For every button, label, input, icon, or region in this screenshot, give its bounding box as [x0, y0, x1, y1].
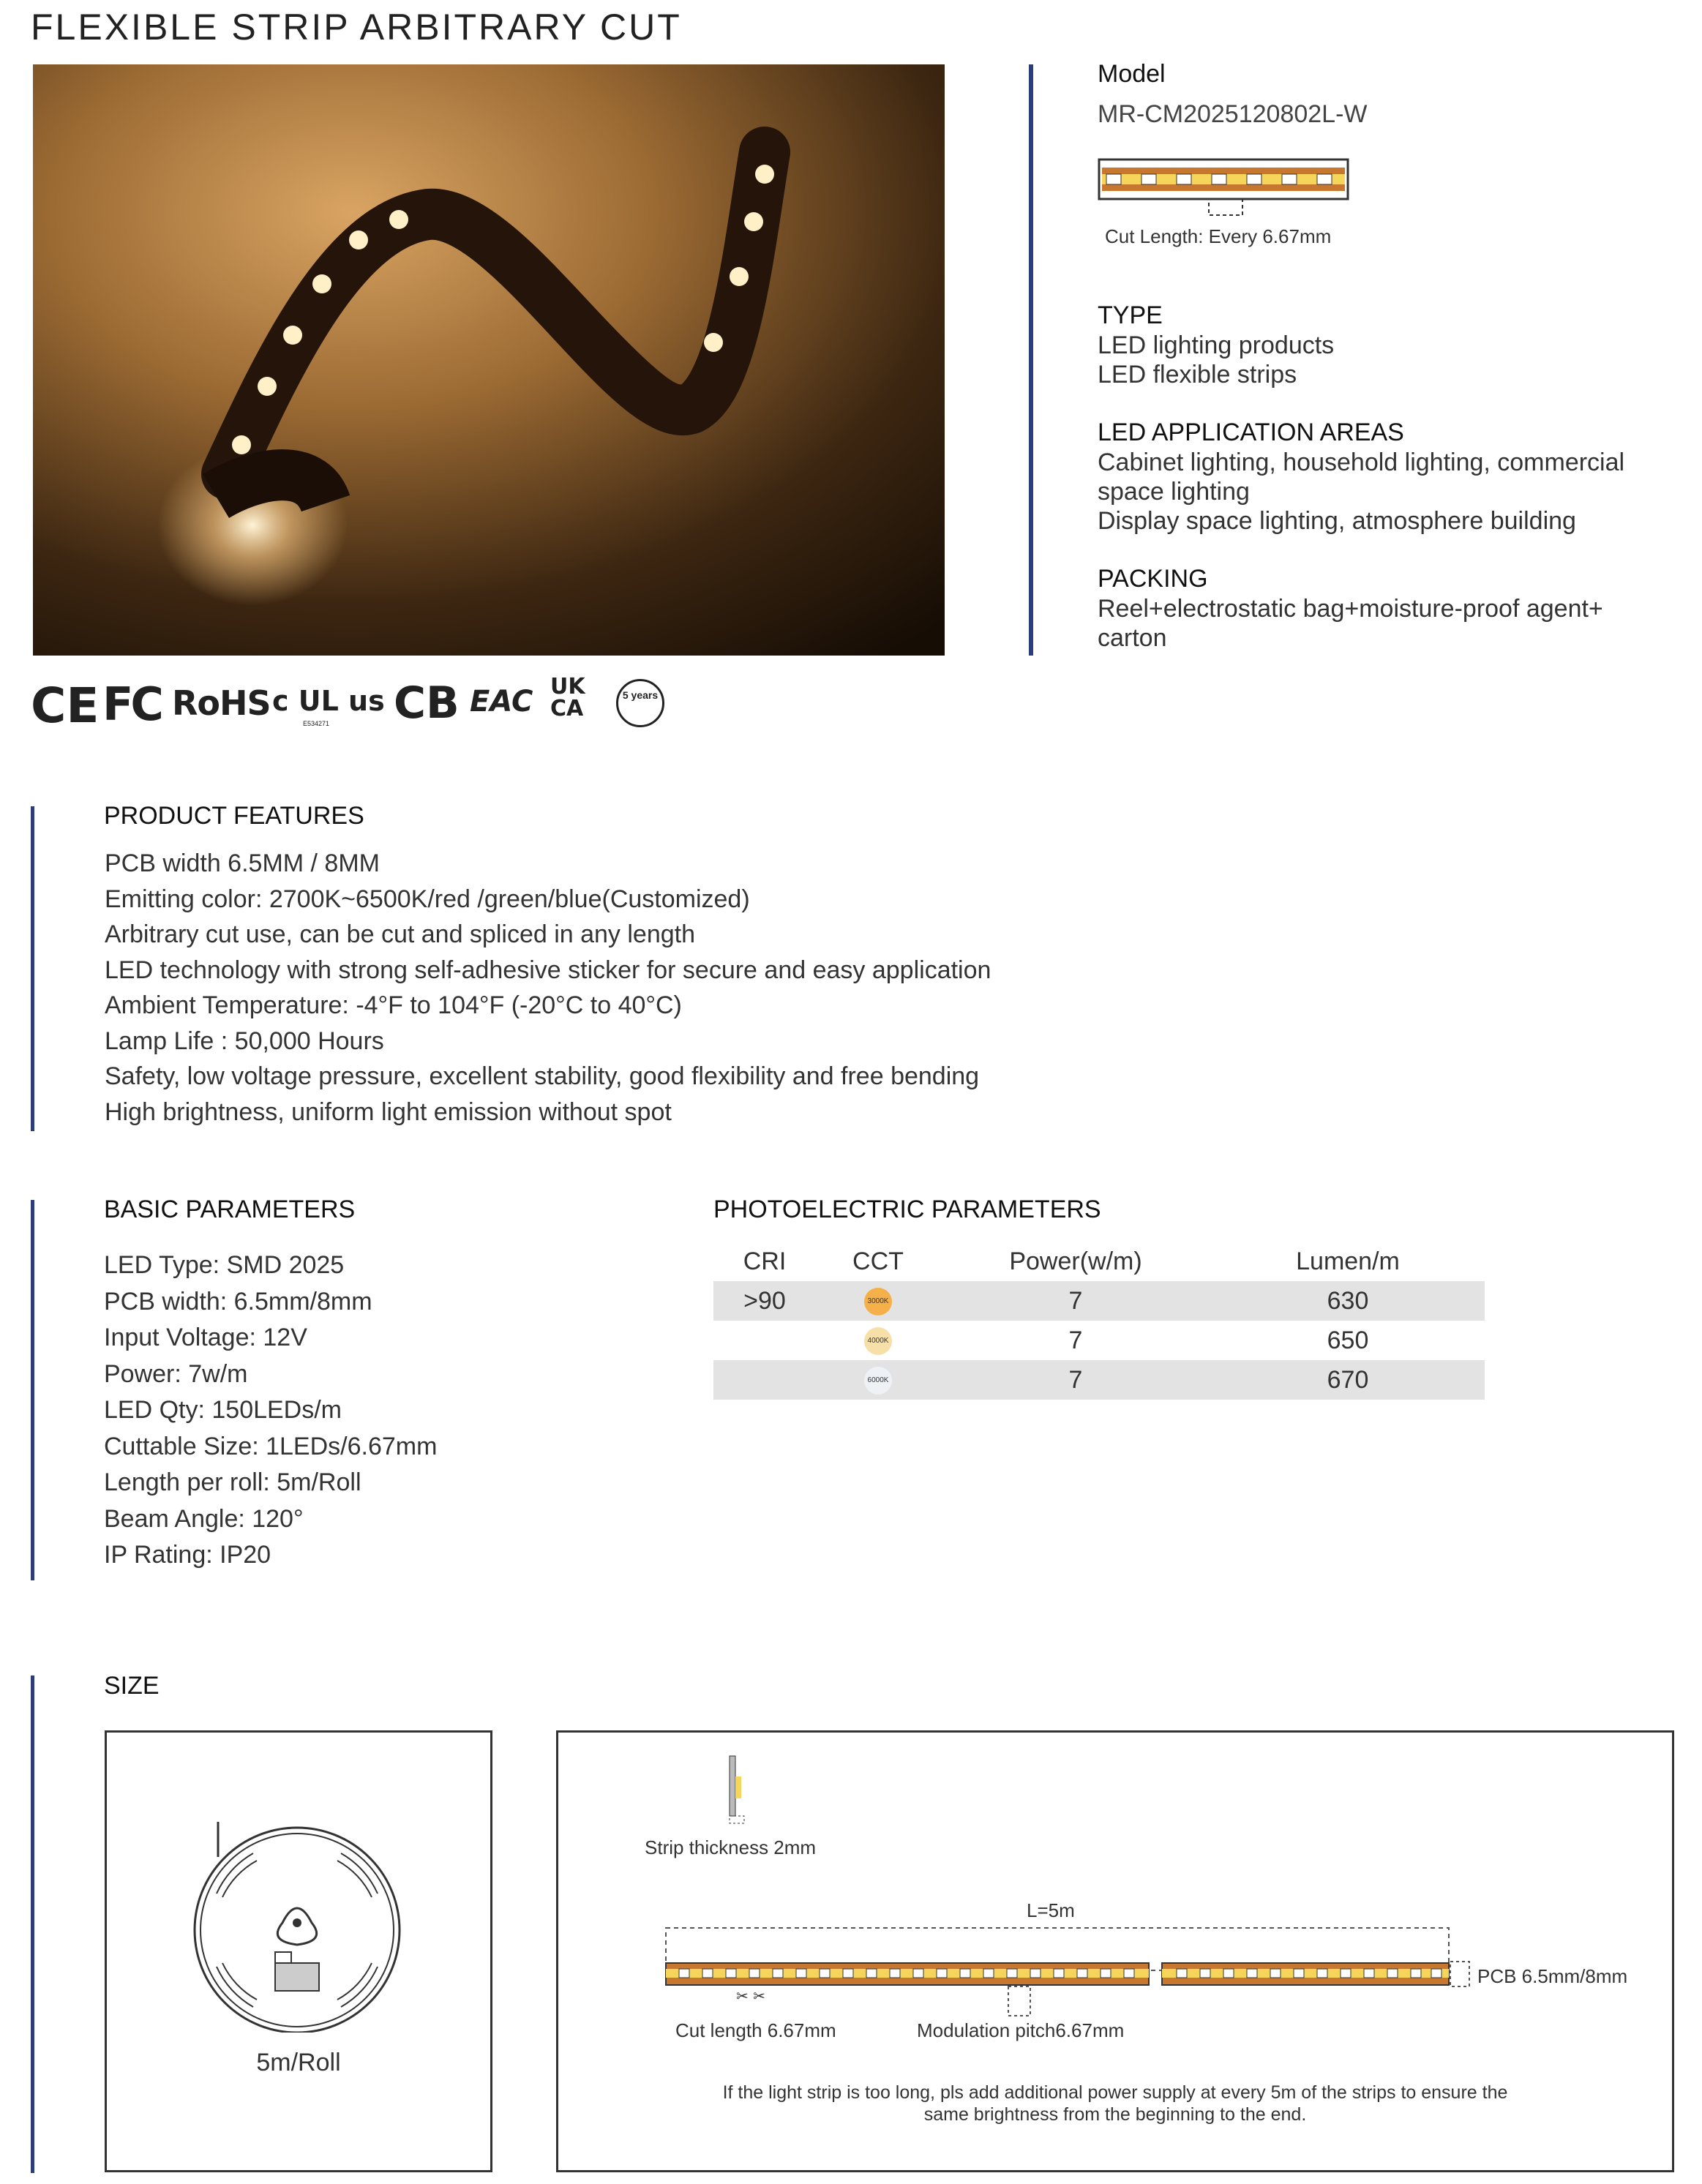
cri-cell: >90	[713, 1281, 816, 1321]
pcb-label: PCB 6.5mm/8mm	[1477, 1965, 1628, 1987]
column-header: CCT	[852, 1247, 904, 1275]
application-line: Display space lighting, atmosphere building	[1098, 507, 1576, 535]
photo-heading: PHOTOELECTRIC PARAMETERS	[713, 1196, 1101, 1223]
eac-mark: EAC	[470, 685, 533, 718]
reel-illustration	[187, 1813, 407, 2033]
feature-item: Safety, low voltage pressure, excellent stability, good flexibility and free bending	[105, 1062, 980, 1090]
roll-label: 5m/Roll	[256, 2049, 341, 2076]
feature-item: High brightness, uniform light emission without spot	[105, 1097, 672, 1126]
cct-cell	[816, 1360, 940, 1400]
basic-heading: BASIC PARAMETERS	[104, 1196, 356, 1223]
power-cell: 7	[940, 1360, 1211, 1400]
svg-text:✂ ✂: ✂ ✂	[736, 1987, 765, 2005]
ul-file-number: E534271	[303, 720, 330, 727]
basic-accent-bar	[31, 1200, 34, 1580]
feature-item: Arbitrary cut use, can be cut and spliced in any length	[105, 920, 696, 948]
features-list	[105, 846, 991, 1130]
cct-swatch: 6000K	[864, 1367, 892, 1395]
basic-item: LED Qty: 150LEDs/m	[104, 1396, 342, 1424]
warranty-text: 5 years	[622, 689, 659, 701]
basic-item: Length per roll: 5m/Roll	[104, 1468, 361, 1496]
features-accent-bar	[31, 806, 34, 1131]
ul-mark-text: c UL us	[272, 685, 385, 717]
photoelectric-table	[713, 1242, 1485, 1400]
ce-mark: CE	[31, 678, 100, 734]
column-header: CRI	[743, 1247, 787, 1275]
cri-cell	[713, 1321, 816, 1360]
pitch-label: Modulation pitch6.67mm	[917, 2019, 1125, 2041]
cb-mark: CB	[394, 678, 460, 729]
basic-item: PCB width: 6.5mm/8mm	[104, 1287, 372, 1316]
table-row	[713, 1321, 1485, 1360]
rohs-mark: RoHS	[172, 683, 271, 723]
application-heading: LED APPLICATION AREAS	[1098, 419, 1404, 446]
feature-item: LED technology with strong self-adhesive sticker for secure and easy application	[105, 956, 991, 984]
basic-item: Beam Angle: 120°	[104, 1504, 304, 1533]
packing-line: carton	[1098, 624, 1167, 652]
type-heading: TYPE	[1098, 301, 1163, 329]
application-line: space lighting	[1098, 478, 1250, 506]
cri-cell	[713, 1360, 816, 1400]
ul-mark	[272, 676, 385, 727]
cct-cell	[816, 1281, 940, 1321]
type-line: LED flexible strips	[1098, 361, 1297, 389]
lumen-cell: 650	[1327, 1326, 1369, 1354]
size-accent-bar	[31, 1675, 34, 2173]
table-header-row	[713, 1242, 1485, 1281]
lumen-cell: 670	[1211, 1360, 1485, 1400]
feature-item: PCB width 6.5MM / 8MM	[105, 849, 380, 877]
model-value: MR-CM2025120802L-W	[1098, 100, 1368, 128]
basic-list	[104, 1247, 437, 1574]
reel-box	[105, 1730, 492, 2172]
column-header: Power(w/m)	[1009, 1247, 1142, 1275]
warranty-badge	[616, 679, 664, 727]
feature-item: Emitting color: 2700K~6500K/red /green/blue(Customized)	[105, 885, 750, 913]
packing-heading: PACKING	[1098, 565, 1208, 593]
model-cut-length: Cut Length: Every 6.67mm	[1105, 225, 1332, 247]
application-line: Cabinet lighting, household lighting, commercial	[1098, 449, 1625, 476]
basic-item: Power: 7w/m	[104, 1359, 248, 1388]
feature-item: Ambient Temperature: -4°F to 104°F (-20°C to 40°C)	[105, 991, 682, 1019]
fcc-mark: FC	[102, 678, 161, 731]
basic-item: IP Rating: IP20	[104, 1541, 271, 1569]
cct-cell	[816, 1321, 940, 1360]
model-strip-diagram	[1098, 158, 1354, 220]
page-title: FLEXIBLE STRIP ARBITRARY CUT	[31, 7, 682, 48]
cct-swatch: 3000K	[864, 1288, 892, 1316]
note-line: If the light strip is too long, pls add additional power supply at every 5m of the strips to ensure the	[722, 2082, 1508, 2103]
cct-swatch: 4000K	[864, 1327, 892, 1355]
cut-length-label: Cut length 6.67mm	[675, 2019, 836, 2041]
size-heading: SIZE	[104, 1672, 160, 1700]
lumen-cell: 630	[1211, 1281, 1485, 1321]
power-cell: 7	[1068, 1326, 1083, 1354]
dimension-box	[556, 1730, 1674, 2172]
model-heading: Model	[1098, 60, 1166, 88]
column-header: Lumen/m	[1296, 1247, 1400, 1275]
product-photo	[33, 64, 945, 656]
feature-item: Lamp Life : 50,000 Hours	[105, 1027, 384, 1055]
basic-item: Input Voltage: 12V	[104, 1324, 307, 1351]
length-label: L=5m	[1027, 1899, 1075, 1921]
note-line: same brightness from the beginning to the end.	[923, 2104, 1307, 2125]
basic-item: Cuttable Size: 1LEDs/6.67mm	[104, 1432, 438, 1460]
thickness-diagram	[727, 1755, 756, 1828]
power-cell: 7	[940, 1281, 1211, 1321]
thickness-label: Strip thickness 2mm	[645, 1836, 817, 1858]
packing-line: Reel+electrostatic bag+moisture-proof agent+	[1098, 595, 1603, 623]
info-accent-bar	[1029, 64, 1033, 656]
table-row	[713, 1281, 1485, 1321]
features-heading: PRODUCT FEATURES	[104, 802, 364, 830]
table-row	[713, 1360, 1485, 1400]
ukca-mark: UKCA	[550, 674, 585, 721]
basic-item: LED Type: SMD 2025	[104, 1251, 345, 1279]
type-line: LED lighting products	[1098, 331, 1335, 359]
